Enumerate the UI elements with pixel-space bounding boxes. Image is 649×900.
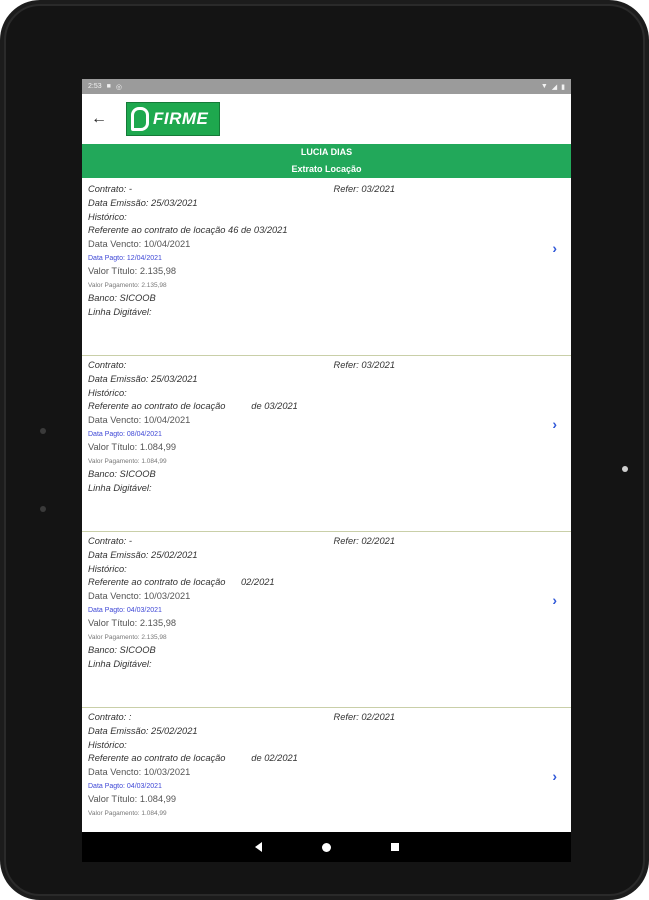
nav-recents-icon[interactable]: [391, 843, 399, 851]
contrato-label: Contrato: -: [88, 184, 132, 194]
linha-digitavel: Linha Digitável:: [88, 306, 152, 317]
referente-text: Referente ao contrato de locação de 02/2021: [88, 753, 298, 764]
historico-label: Histórico:: [88, 563, 127, 574]
list-item[interactable]: [82, 356, 571, 532]
records-list[interactable]: [82, 180, 571, 832]
side-sensor: [40, 428, 46, 434]
system-nav-bar: [82, 832, 571, 862]
arrow-left-icon[interactable]: ←: [91, 110, 107, 127]
nav-back-icon[interactable]: [255, 842, 262, 852]
list-item[interactable]: [82, 180, 571, 356]
data-emissao: Data Emissão: 25/03/2021: [88, 197, 198, 208]
valor-pagamento: Valor Pagamento: 2.135,98: [88, 281, 167, 289]
historico-label: Histórico:: [88, 211, 127, 222]
referente-text: Referente ao contrato de locação 02/2021: [88, 577, 275, 588]
data-vencto: Data Vencto: 10/04/2021: [88, 239, 191, 250]
banco-label: Banco: SICOOB: [88, 292, 156, 303]
contrato-label: Contrato:: [88, 360, 127, 370]
data-pagto: Data Pagto: 08/04/2021: [88, 430, 162, 438]
valor-titulo: Valor Título: 1.084,99: [88, 441, 177, 452]
firme-logo: [126, 102, 220, 136]
list-item[interactable]: [82, 532, 571, 708]
valor-titulo: Valor Título: 2.135,98: [88, 265, 177, 276]
side-sensor: [40, 506, 46, 512]
chevron-right-icon[interactable]: ›: [552, 416, 557, 432]
contrato-label: Contrato: -: [88, 536, 132, 546]
screen-subtitle: Extrato Locação: [291, 164, 362, 174]
valor-pagamento: Valor Pagamento: 1.084,99: [88, 809, 167, 817]
wifi-icon: ▼: [540, 83, 548, 90]
valor-pagamento: Valor Pagamento: 1.084,99: [88, 457, 167, 465]
banco-label: Banco: SICOOB: [88, 468, 156, 479]
data-vencto: Data Vencto: 10/04/2021: [88, 415, 191, 426]
data-emissao: Data Emissão: 25/03/2021: [88, 373, 198, 384]
refer-label: Refer: 02/2021: [333, 536, 395, 546]
contrato-label: Contrato: :: [88, 712, 132, 722]
logo-mark-icon: [131, 107, 149, 131]
historico-label: Histórico:: [88, 387, 127, 398]
battery-icon: ▮: [561, 83, 565, 91]
header-banner: [82, 144, 571, 178]
front-camera: [622, 466, 628, 472]
client-name: LUCIA DIAS: [300, 147, 353, 157]
valor-titulo: Valor Título: 2.135,98: [88, 617, 177, 628]
linha-digitavel: Linha Digitável:: [88, 658, 152, 669]
data-pagto: Data Pagto: 04/03/2021: [88, 606, 162, 614]
data-pagto: Data Pagto: 04/03/2021: [88, 782, 162, 790]
chevron-right-icon[interactable]: ›: [552, 592, 557, 608]
referente-text: Referente ao contrato de locação 46 de 03/2021: [88, 225, 288, 236]
notification-icon: ◎: [115, 83, 122, 91]
data-vencto: Data Vencto: 10/03/2021: [88, 767, 191, 778]
data-pagto: Data Pagto: 12/04/2021: [88, 254, 162, 262]
refer-label: Refer: 03/2021: [333, 360, 395, 370]
device-screen: [82, 79, 571, 862]
data-vencto: Data Vencto: 10/03/2021: [88, 591, 191, 602]
refer-label: Refer: 03/2021: [333, 184, 395, 194]
status-bar: [82, 79, 571, 94]
chevron-right-icon[interactable]: ›: [552, 240, 557, 256]
list-item[interactable]: [82, 708, 571, 832]
status-time: 2:53: [88, 83, 102, 90]
signal-icon: ◢: [551, 83, 558, 91]
valor-pagamento: Valor Pagamento: 2.135,98: [88, 633, 167, 641]
logo-text: FIRME: [153, 109, 209, 128]
data-emissao: Data Emissão: 25/02/2021: [88, 549, 198, 560]
lock-icon: ■: [106, 83, 111, 90]
linha-digitavel: Linha Digitável:: [88, 482, 152, 493]
data-emissao: Data Emissão: 25/02/2021: [88, 725, 198, 736]
banco-label: Banco: SICOOB: [88, 644, 156, 655]
valor-titulo: Valor Título: 1.084,99: [88, 793, 177, 804]
nav-home-icon[interactable]: [322, 843, 331, 852]
historico-label: Histórico:: [88, 739, 127, 750]
refer-label: Refer: 02/2021: [333, 712, 395, 722]
chevron-right-icon[interactable]: ›: [552, 768, 557, 784]
app-bar: [82, 94, 571, 144]
referente-text: Referente ao contrato de locação de 03/2021: [88, 401, 298, 412]
